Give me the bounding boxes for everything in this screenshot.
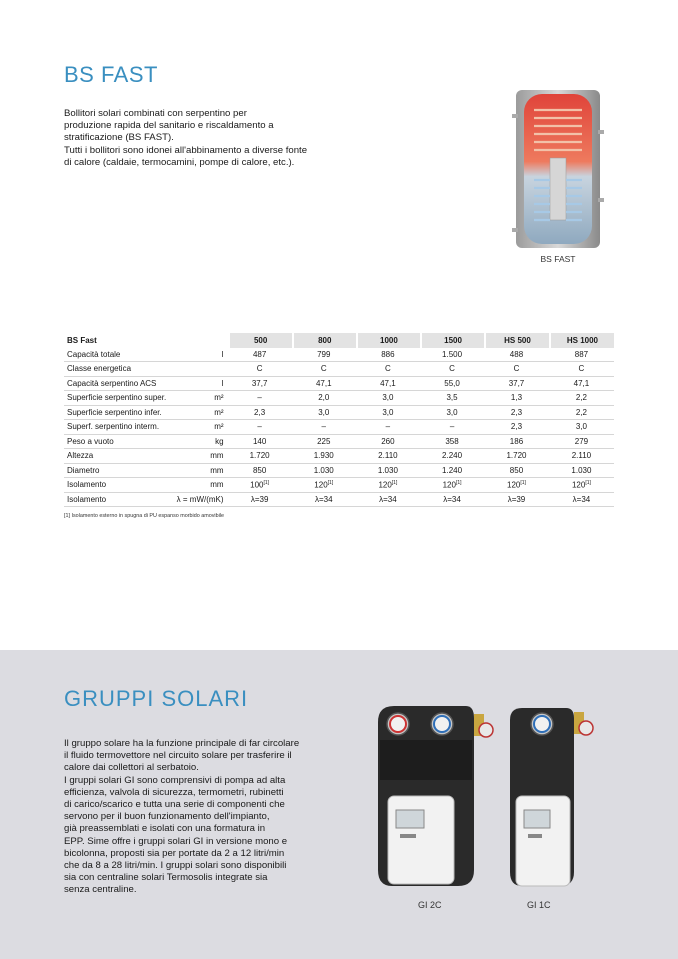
gs-line: il fluido termovettore nel circuito solare per trasferire il	[64, 750, 292, 762]
row-unit: mm	[174, 464, 228, 479]
boiler-fitting	[512, 114, 518, 118]
table-cell	[292, 435, 356, 450]
cell-value: 47,1	[315, 378, 332, 388]
cell-value: 260	[381, 436, 395, 446]
row-unit: λ = mW/(mK)	[174, 493, 228, 508]
gs-line: senza centraline.	[64, 884, 137, 896]
gs-line: sia con centraline solari Termosolis integrate sia	[64, 872, 268, 884]
table-cell	[228, 420, 292, 435]
table-header-unit	[174, 333, 228, 348]
cell-value: 2,3	[510, 407, 523, 417]
row-label: Superficie serpentino infer.	[64, 406, 174, 421]
table-cell	[484, 391, 549, 406]
table-cell	[356, 406, 420, 421]
table-row	[64, 493, 614, 508]
cell-value: –	[449, 422, 455, 432]
table-cell	[420, 377, 484, 392]
table-cell	[292, 377, 356, 392]
cell-value: 3,0	[382, 393, 394, 403]
gi-2c-unit	[378, 706, 493, 886]
cell-value: 1.030	[377, 465, 398, 475]
table-cell	[228, 435, 292, 450]
cell-value: 1.500	[442, 349, 463, 359]
table-row	[64, 348, 614, 363]
gs-line: calore dai collettori al serbatoio.	[64, 762, 199, 774]
gs-line: già preassemblati e isolati con una formatura in	[64, 823, 266, 835]
cell-value: 1.030	[571, 465, 592, 475]
table-cell	[420, 435, 484, 450]
table-row	[64, 362, 614, 377]
cell-value: 2,2	[575, 407, 587, 417]
table-cell	[549, 478, 614, 493]
cell-value: λ=34	[443, 494, 461, 504]
cell-value: 186	[509, 436, 524, 446]
table-cell	[420, 391, 484, 406]
table-cell	[228, 391, 292, 406]
bs-fast-line: stratificazione (BS FAST).	[64, 132, 174, 144]
table-cell	[549, 406, 614, 421]
gi-1c-caption: GI 1C	[527, 900, 551, 910]
cell-value: 1.240	[442, 465, 463, 475]
table-cell	[484, 478, 549, 493]
table-col-header: 800	[292, 333, 356, 348]
gs-line: Il gruppo solare ha la funzione principale di far circolare	[64, 738, 300, 749]
table-cell	[549, 348, 614, 363]
cell-value: λ=39	[250, 494, 269, 504]
cell-value: 47,1	[380, 378, 396, 388]
cell-value: λ=39	[507, 494, 526, 504]
table-col-header: HS 1000	[549, 333, 614, 348]
gs-line: di carico/scarico e tutta una serie di componenti che	[64, 799, 285, 811]
cell-value: 1.930	[313, 451, 334, 461]
boiler-cutaway-image	[512, 88, 604, 250]
cell-value: 1.030	[313, 465, 334, 475]
table-cell	[356, 391, 420, 406]
table-header-row	[64, 333, 614, 348]
cell-value: 225	[317, 436, 331, 446]
table-cell	[228, 348, 292, 363]
cell-value: 2,2	[575, 393, 587, 403]
table-cell	[356, 449, 420, 464]
cell-value: –	[257, 422, 262, 432]
table-cell	[549, 493, 614, 508]
row-unit: kg	[174, 435, 228, 450]
table-cell	[484, 464, 549, 479]
gruppi-solari-description	[64, 738, 334, 897]
cell-value: 120	[571, 480, 586, 490]
table-cell	[484, 362, 549, 377]
table-cell	[420, 420, 484, 435]
cell-value: 886	[381, 349, 395, 359]
gs-line: servono per il buon funzionamento dell'impianto,	[64, 811, 270, 823]
cell-value: 120	[507, 480, 521, 490]
table-cell	[228, 449, 292, 464]
table-cell	[228, 493, 292, 508]
table-row	[64, 420, 614, 435]
table-col-header: 500	[228, 333, 292, 348]
cell-value: λ=34	[572, 494, 591, 504]
table-row	[64, 435, 614, 450]
cell-value: 120	[378, 480, 392, 490]
table-cell	[484, 435, 549, 450]
table-cell	[228, 464, 292, 479]
solar-units-image	[370, 702, 610, 892]
bs-fast-line: produzione rapida del sanitario e riscaldamento a	[64, 120, 274, 132]
cell-value: 2,0	[318, 393, 330, 403]
table-cell	[292, 464, 356, 479]
cell-value: 47,1	[573, 378, 590, 388]
row-unit: mm	[174, 478, 228, 493]
cell-value: 3,5	[446, 393, 458, 403]
table-footnote: [1] Isolamento esterno in spugna di PU espanso morbido amovibile	[64, 513, 225, 519]
table-cell	[420, 464, 484, 479]
bs-fast-description	[64, 108, 344, 169]
cell-value: 2,3	[254, 407, 266, 417]
cell-value: λ=34	[314, 494, 333, 504]
cell-footnote-ref: [1]	[263, 479, 270, 486]
gs-line: efficienza, valvola di sicurezza, termometri, rubinetti	[64, 786, 284, 798]
cell-value: 100	[250, 480, 264, 490]
cell-footnote-ref: [1]	[520, 479, 526, 486]
cell-footnote-ref: [1]	[391, 479, 398, 486]
row-unit	[174, 362, 228, 377]
table-cell	[420, 493, 484, 508]
table-cell	[420, 348, 484, 363]
gs-line: I gruppi solari GI sono comprensivi di pompa ad alta	[64, 774, 286, 786]
cell-value: C	[449, 364, 455, 374]
cell-value: λ=34	[379, 494, 397, 504]
cell-value: 55,0	[444, 378, 460, 388]
table-cell	[292, 449, 356, 464]
cell-value: 2.110	[571, 451, 592, 461]
table-cell	[356, 377, 420, 392]
table-cell	[484, 348, 549, 363]
table-cell	[484, 420, 549, 435]
cell-value: 3,0	[446, 407, 458, 417]
table-cell	[356, 362, 420, 377]
cell-value: 3,0	[382, 407, 394, 417]
cell-value: C	[578, 364, 585, 374]
row-label: Superf. serpentino interm.	[64, 420, 174, 435]
cell-value: 850	[509, 465, 524, 475]
cell-value: 487	[252, 349, 267, 359]
cell-value: 37,7	[508, 378, 525, 388]
cell-footnote-ref: [1]	[455, 479, 462, 486]
boiler-fitting	[512, 228, 518, 232]
cell-value: 120	[442, 480, 456, 490]
table-cell	[356, 493, 420, 508]
table-cell	[356, 478, 420, 493]
table-cell	[356, 435, 420, 450]
gs-line: che da 8 a 28 litri/min. I gruppi solari sono disponibili	[64, 860, 287, 872]
cell-value: 2.240	[442, 451, 463, 461]
table-cell	[292, 493, 356, 508]
table-cell	[484, 493, 549, 508]
cell-footnote-ref: [1]	[327, 479, 334, 486]
boiler-caption: BS FAST	[540, 254, 576, 264]
table-cell	[484, 406, 549, 421]
cell-value: 140	[252, 436, 267, 446]
cell-value: 2.110	[378, 451, 398, 461]
table-cell	[228, 406, 292, 421]
cell-value: 3,0	[318, 407, 330, 417]
table-cell	[356, 464, 420, 479]
cell-value: 358	[445, 436, 459, 446]
cell-value: C	[256, 364, 263, 374]
table-cell	[292, 391, 356, 406]
row-unit: m²	[174, 420, 228, 435]
table-row	[64, 478, 614, 493]
row-label: Diametro	[64, 464, 174, 479]
table-cell	[228, 478, 292, 493]
bs-fast-line: di calore (caldaie, termocamini, pompe di calore, etc.).	[64, 156, 295, 168]
cell-value: 850	[252, 465, 267, 475]
cell-value: 799	[317, 349, 331, 359]
cell-value: –	[321, 422, 326, 432]
boiler-fitting	[598, 130, 604, 134]
cell-value: 120	[314, 480, 328, 490]
table-cell	[549, 377, 614, 392]
table-cell	[356, 348, 420, 363]
table-header-label: BS Fast	[64, 333, 174, 348]
gi-2c-caption: GI 2C	[418, 900, 442, 910]
cell-value: 1.720	[506, 451, 527, 461]
cell-value: 279	[574, 436, 589, 446]
cell-value: 1.720	[249, 451, 270, 461]
row-label: Superficie serpentino super.	[64, 391, 174, 406]
cell-footnote-ref: [1]	[585, 479, 591, 486]
table-cell	[356, 420, 420, 435]
inner-tube	[550, 158, 566, 220]
table-col-header: HS 500	[484, 333, 549, 348]
table-cell	[549, 464, 614, 479]
table-cell	[292, 348, 356, 363]
table-cell	[292, 362, 356, 377]
table-cell	[549, 449, 614, 464]
table-cell	[549, 435, 614, 450]
table-row	[64, 464, 614, 479]
row-label: Altezza	[64, 449, 174, 464]
row-unit: l	[174, 377, 228, 392]
cell-value: 3,0	[575, 422, 587, 432]
gs-line: bicolonna, proposti sia per portate da 2 a 12 litri/min	[64, 847, 285, 859]
cell-value: C	[320, 364, 327, 374]
row-unit: mm	[174, 449, 228, 464]
row-label: Classe energetica	[64, 362, 174, 377]
table-row	[64, 377, 614, 392]
cell-value: C	[385, 364, 391, 374]
table-cell	[292, 420, 356, 435]
bs-fast-line: Tutti i bollitori sono idonei all'abbinamento a diverse fonte	[64, 144, 308, 156]
table-cell	[549, 362, 614, 377]
table-cell	[420, 449, 484, 464]
table-cell	[484, 449, 549, 464]
table-row	[64, 391, 614, 406]
table-cell	[292, 406, 356, 421]
gruppi-solari-title: GRUPPI SOLARI	[64, 686, 249, 711]
table-cell	[420, 478, 484, 493]
row-unit: l	[174, 348, 228, 363]
table-col-header: 1000	[356, 333, 420, 348]
bs-fast-title: BS FAST	[64, 62, 158, 87]
table-cell	[420, 362, 484, 377]
table-cell	[420, 406, 484, 421]
cell-value: 2,3	[510, 422, 523, 432]
cell-value: 488	[509, 349, 524, 359]
table-cell	[228, 377, 292, 392]
row-label: Capacità totale	[64, 348, 174, 363]
table-cell	[549, 391, 614, 406]
row-unit: m²	[174, 406, 228, 421]
row-unit: m²	[174, 391, 228, 406]
table-cell	[549, 420, 614, 435]
cell-value: –	[257, 393, 262, 403]
row-label: Capacità serpentino ACS	[64, 377, 174, 392]
table-col-header: 1500	[420, 333, 484, 348]
boiler-fitting	[598, 198, 604, 202]
spec-table	[64, 333, 614, 507]
cell-value: C	[513, 364, 520, 374]
table-row	[64, 449, 614, 464]
cell-value: –	[385, 422, 391, 432]
table-cell	[484, 377, 549, 392]
bs-fast-line: Bollitori solari combinati con serpentino per	[64, 108, 247, 119]
cell-value: 1,3	[510, 393, 523, 403]
gs-line: EPP. Sime offre i gruppi solari GI in versione mono e	[64, 835, 288, 847]
row-label: Peso a vuoto	[64, 435, 174, 450]
row-label: Isolamento	[64, 493, 174, 508]
gi-1c-unit	[510, 708, 593, 886]
table-cell	[292, 478, 356, 493]
cell-value: 887	[574, 349, 589, 359]
table-row	[64, 406, 614, 421]
table-cell	[228, 362, 292, 377]
row-label: Isolamento	[64, 478, 174, 493]
cell-value: 37,7	[251, 378, 268, 388]
